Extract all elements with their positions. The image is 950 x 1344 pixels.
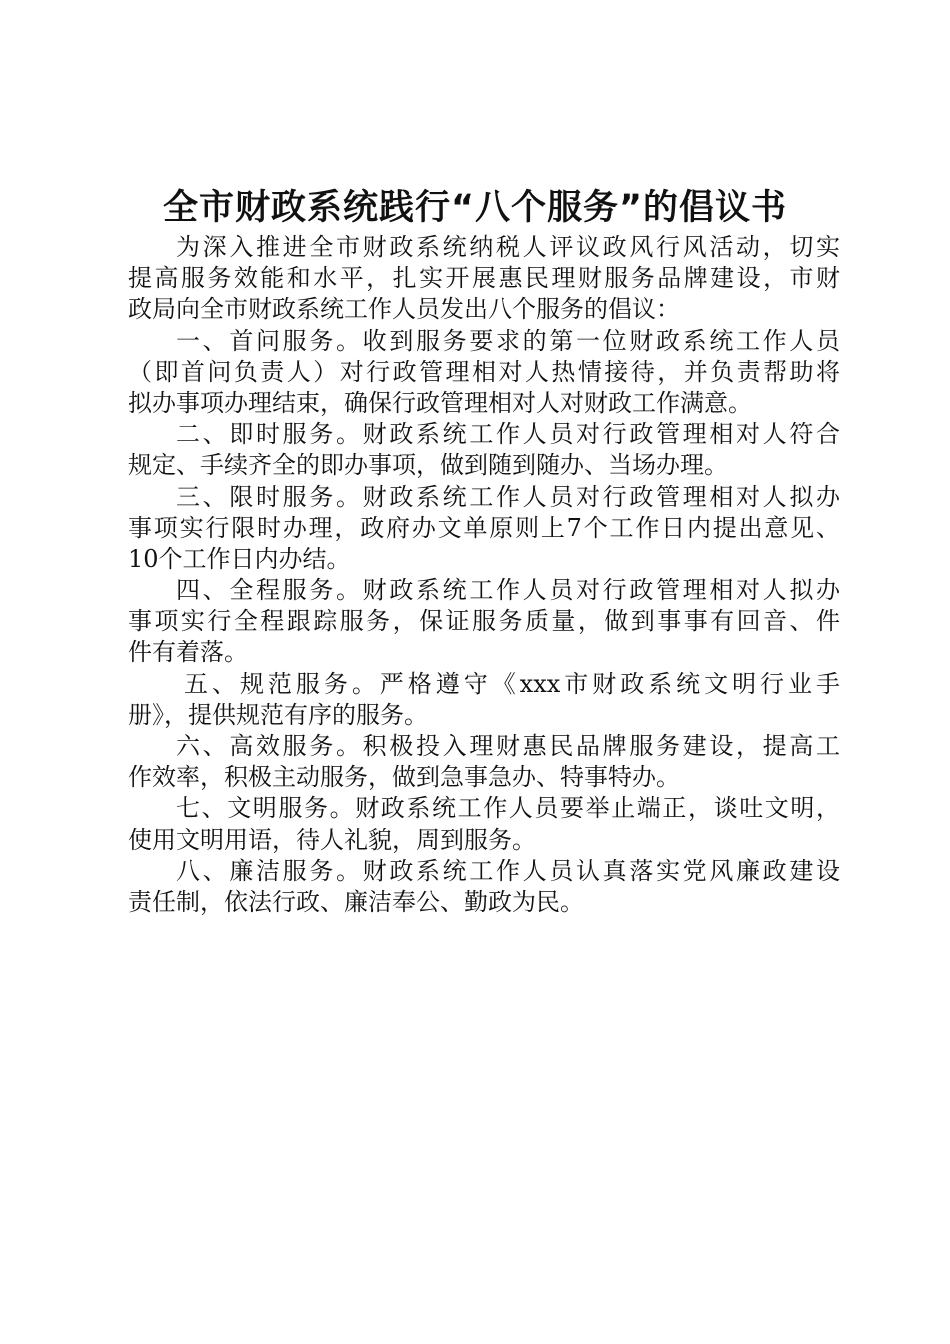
item-1-line-1: 一、首问服务。收到服务要求的第一位财政系统工作人员 (176, 326, 840, 355)
item-5-line-2: 册》，提供规范有序的服务。 (128, 700, 428, 729)
document-body (128, 232, 840, 918)
item-8-line-2: 责任制，依法行政、廉洁奉公、勤政为民。 (128, 887, 584, 916)
item-2-line-1: 二、即时服务。财政系统工作人员对行政管理相对人符合 (176, 420, 840, 449)
item-6-line-2: 作效率，积极主动服务，做到急事急办、特事特办。 (128, 763, 680, 792)
item-2-line-2: 规定、手续齐全的即办事项，做到随到随办、当场办理。 (128, 451, 728, 480)
item-5-line-1: 五、规范服务。严格遵守《xxx市财政系统文明行业手 (184, 669, 840, 698)
item-4-line-3: 件有着落。 (128, 638, 248, 667)
item-7-line-2: 使用文明用语，待人礼貌，周到服务。 (128, 825, 536, 854)
paragraph-intro-line-3: 政局向全市财政系统工作人员发出八个服务的倡议： (128, 295, 680, 324)
item-3-line-3: 10个工作日内办结。 (128, 544, 351, 573)
paragraph-intro-line-1: 为深入推进全市财政系统纳税人评议政风行风活动，切实 (176, 233, 840, 261)
item-7-line-1: 七、文明服务。财政系统工作人员要举止端正，谈吐文明， (176, 794, 840, 823)
item-1-line-3: 拟办事项办理结束，确保行政管理相对人对财政工作满意。 (128, 388, 752, 417)
item-6-line-1: 六、高效服务。积极投入理财惠民品牌服务建设，提高工 (176, 732, 840, 760)
item-3-line-2: 事项实行限时办理，政府办文单原则上7个工作日内提出意见、 (128, 513, 840, 542)
item-4-line-2: 事项实行全程跟踪服务，保证服务质量，做到事事有回音、件 (128, 607, 840, 636)
item-8-line-1: 八、廉洁服务。财政系统工作人员认真落实党风廉政建设 (176, 856, 840, 885)
item-1-line-2: （即首问负责人）对行政管理相对人热情接待，并负责帮助将 (128, 357, 840, 386)
item-3-line-1: 三、限时服务。财政系统工作人员对行政管理相对人拟办 (176, 482, 840, 511)
paragraph-intro-line-2: 提高服务效能和水平，扎实开展惠民理财服务品牌建设，市财 (128, 264, 840, 293)
item-4-line-1: 四、全程服务。财政系统工作人员对行政管理相对人拟办 (176, 576, 840, 605)
document-title: 全市财政系统践行“八个服务”的倡议书 (162, 188, 787, 228)
